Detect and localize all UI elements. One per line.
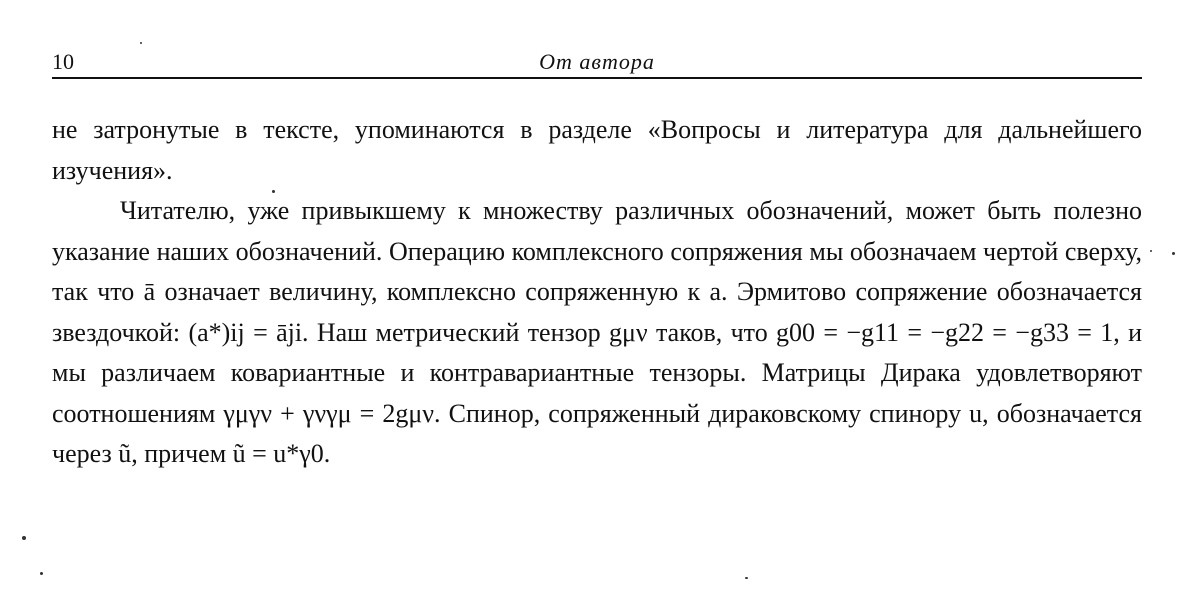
body-text (52, 110, 1142, 475)
scan-speck (1150, 250, 1152, 252)
scan-speck (140, 42, 142, 44)
scan-speck (272, 190, 275, 193)
page-header (52, 44, 1142, 76)
scan-speck (745, 577, 748, 579)
header-rule (52, 77, 1142, 79)
paragraph-notation: Читателю, уже привыкшему к множеству различных обозначений, может быть полезно указание наших обозначений. Операцию комплексного сопряжения мы обозначаем чертой сверху, так что ā означает величину, комплексно сопряженную к a. Эрмитово сопряжение обозначается звездочкой: (a*)ij = āji. Наш метрический тензор gμν таков, что g00 = −g11 = −g22 = −g33 = 1, и мы различаем ковариантные и контравариантные тензоры. Матрицы Дирака удовлетворяют соотношениям γμγν + γνγμ = 2gμν. Спинор, сопряженный дираковскому спинору u, обозначается через ũ, причем ũ = u*γ0. (52, 196, 1142, 468)
paragraph-continuation: не затронутые в тексте, упоминаются в разделе «Вопросы и литература для дальнейшего изучения». (52, 115, 1142, 185)
running-title: От автора (539, 49, 655, 74)
page-number: 10 (52, 49, 74, 74)
scan-speck (40, 572, 43, 575)
scan-speck (1172, 252, 1175, 255)
scan-speck (22, 536, 26, 540)
